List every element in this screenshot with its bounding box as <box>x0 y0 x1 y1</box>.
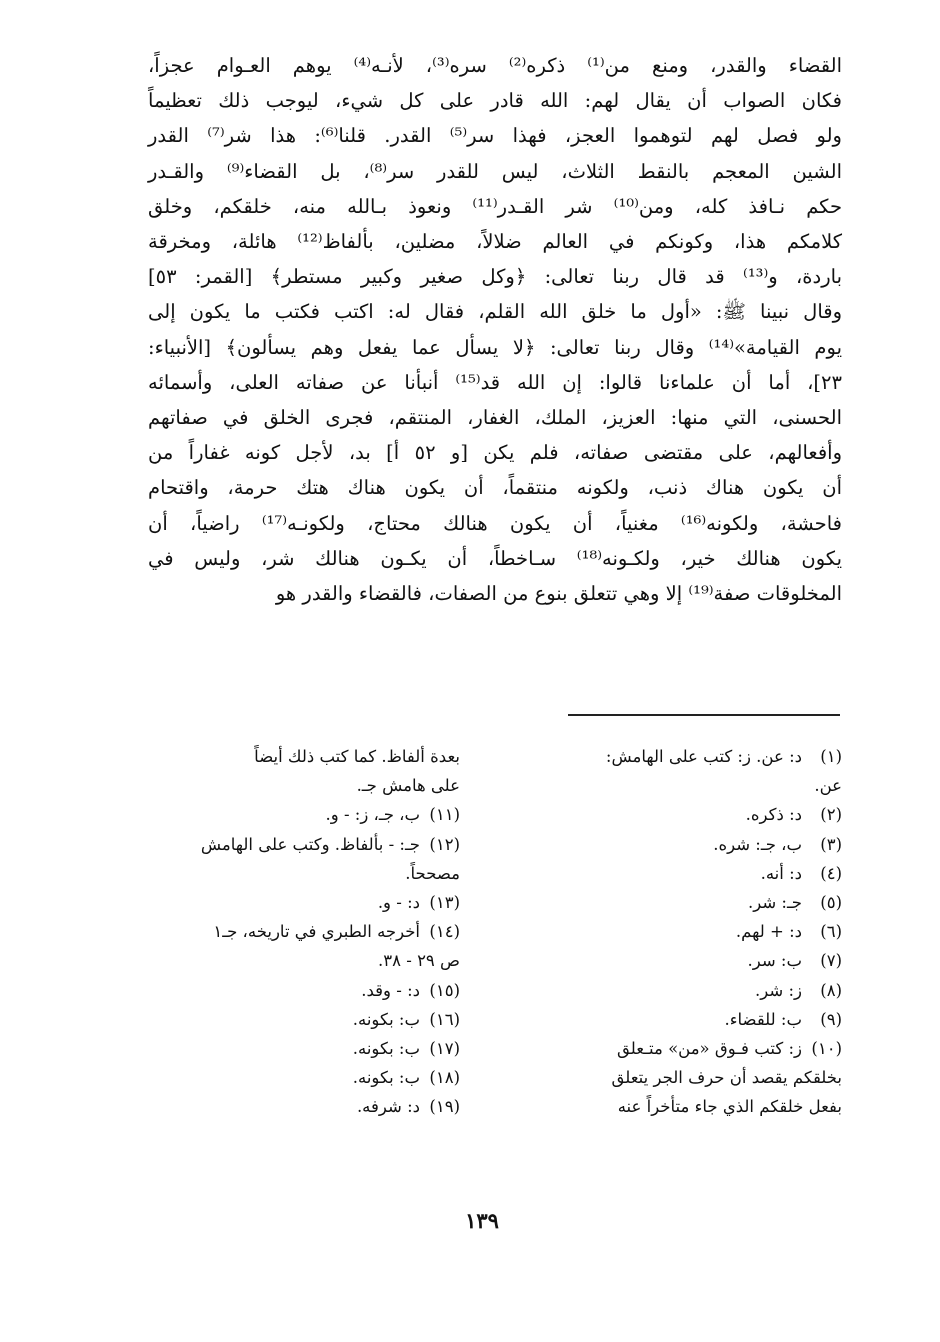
footnote <box>130 888 460 917</box>
footnote-number: (٦) <box>820 922 842 942</box>
footnote-number: (٣) <box>820 834 842 854</box>
text-line: الحسنى، التي منها: العزيز، الملك، الغفار، المنتقم، فجرى الخلق في صفاتهم <box>148 406 842 430</box>
text-line: فكان الصواب أن يقال لهم: الله قادر على كل شيء، ليوجب ذلك تعظيماً <box>148 89 842 113</box>
footnote <box>130 1092 460 1121</box>
footnote-text: د: - وقد. <box>361 980 420 1000</box>
footnote-text: د: شرفه. <box>356 1097 420 1117</box>
footnote-text: بفعل خلقكم الذي جاء متأخراً عنه <box>617 1097 842 1117</box>
footnotes-left-column <box>130 742 460 1122</box>
text-line: وقال نبينا ﷺ: «أول ما خلق الله القلم، فقال له: اكتب فكتب ما يكون إلى <box>148 300 842 324</box>
footnote <box>500 917 842 946</box>
footnote-divider <box>568 714 840 716</box>
footnote-number: (٥) <box>820 893 842 913</box>
footnote-number: (١٩) <box>429 1097 460 1117</box>
footnote-text: ز: شر. <box>755 980 802 1000</box>
footnote-text: ب: بكونه. <box>352 1068 420 1088</box>
footnote <box>500 742 842 771</box>
text-line: كلامكم هذا، وكونكم في العالم ضلالاً، مضلين، بألفاظ⁽¹²⁾ هائلة، ومخرقة <box>148 230 842 254</box>
footnote-number: (٨) <box>820 980 842 1000</box>
text-line: فاحشة، ولكونه⁽¹⁶⁾ مغنياً، أن يكون هنالك محتاج، ولكونـه⁽¹⁷⁾ راضياً، أن <box>148 511 842 535</box>
footnote <box>130 742 460 771</box>
footnotes-right-column <box>500 742 842 1122</box>
footnote-number: (٩) <box>820 1009 842 1029</box>
footnote-text: ب: للقضاء. <box>724 1009 802 1029</box>
footnote-text: جـ: شر. <box>747 893 802 913</box>
footnote <box>130 1063 460 1092</box>
footnote-number: (٤) <box>820 863 842 883</box>
footnote-text: د: + لهم. <box>735 922 802 942</box>
footnote <box>130 1005 460 1034</box>
footnote <box>500 859 842 888</box>
footnote-text: بعدة ألفاظ. كما كتب ذلك أيضاً <box>254 747 460 766</box>
footnote-number: (١٠) <box>811 1039 842 1059</box>
footnote-number: (١٥) <box>429 980 460 1000</box>
footnote <box>130 830 460 859</box>
text-line: يكون هنالك خير، ولكـونه⁽¹⁸⁾ سـاخطاً، أن يكـون هنالك شر، وليس في <box>148 546 842 570</box>
footnote-text: ب، جـ، ز: - و. <box>325 805 420 825</box>
footnote <box>500 946 842 975</box>
footnote-text: ب، جـ: شره. <box>713 834 802 854</box>
page-number: ١٣٩ <box>465 1208 499 1233</box>
footnote-number: (١٦) <box>429 1009 460 1029</box>
footnote <box>500 1092 842 1121</box>
footnote <box>130 946 460 975</box>
text-line: المخلوقات صفة⁽¹⁹⁾ إلا وهي تتعلق بنوع من الصفات، فالقضاء والقدر هو <box>275 582 842 606</box>
footnote-text: جـ: - بألفاظ. وكتب على الهامش <box>200 834 420 854</box>
footnote-text: د: أنه. <box>760 863 802 883</box>
footnote-number: (١٣) <box>429 893 460 913</box>
main-text <box>148 48 842 611</box>
footnote-text: د: ذكره. <box>745 805 802 825</box>
footnote <box>500 976 842 1005</box>
footnote <box>500 771 842 800</box>
footnote <box>130 917 460 946</box>
text-line: أن يكون هناك ذنب، ولكونه منتقماً، أن يكون هناك هتك حرمة، واقتحام <box>148 476 842 500</box>
footnote <box>500 830 842 859</box>
footnote-text: ز: كتب فـوق «من» متـعلق <box>616 1039 802 1059</box>
footnote-number: (١٧) <box>429 1039 460 1059</box>
footnote-text: على هامش جـ. <box>356 776 460 796</box>
footnote-text: ب: بكونه. <box>352 1009 420 1029</box>
text-line: القضاء والقدر، ومنع من⁽¹⁾ ذكره⁽²⁾ سره⁽³⁾، لأنـه⁽⁴⁾ يوهم العـوام عجزاً، <box>148 54 842 77</box>
footnote <box>500 888 842 917</box>
footnote-number: (١٤) <box>429 922 460 942</box>
text-line: باردة، و⁽¹³⁾ قد قال ربنا تعالى: ﴿وكل صغير وكبير مستطر﴾ [القمر: ٥٣] <box>148 265 842 289</box>
footnote-text: ب: بكونه. <box>352 1039 420 1059</box>
footnote-text: بخلقكم يقصد أن حرف الجر يتعلق <box>611 1068 842 1088</box>
footnote-text: أخرجه الطبري في تاريخه، جـ١ <box>213 922 420 942</box>
text-line: حكم نـافذ كله، ومن⁽¹⁰⁾ شر القـدر⁽¹¹⁾ ونعوذ بـالله منه، خلقكم، وخلق <box>148 194 842 218</box>
footnote <box>130 859 460 888</box>
footnote-text: عن. <box>814 776 842 796</box>
footnote-text: د: - و. <box>377 893 420 913</box>
footnote <box>500 1005 842 1034</box>
footnote-text: مصححاً. <box>405 863 460 883</box>
footnote <box>500 800 842 829</box>
footnote-number: (١) <box>820 747 842 766</box>
footnote-text: د: عن. ز: كتب على الهامش: <box>605 747 802 766</box>
footnote <box>130 1034 460 1063</box>
footnote-text: ب: سر. <box>747 951 802 971</box>
footnote-number: (١٢) <box>429 834 460 854</box>
footnote <box>130 976 460 1005</box>
footnote <box>500 1034 842 1063</box>
footnote <box>130 800 460 829</box>
text-line: ولو فصل لهم لتوهموا العجز، فهذا سر⁽⁵⁾ القدر. قلنا⁽⁶⁾: هذا شر⁽⁷⁾ القدر <box>148 124 842 148</box>
text-line: وأفعالهم، على مقتضى صفاته، فلم يكن [و ٥٢ أ] بد، لأجل كونه غفاراً من <box>148 441 842 465</box>
footnote <box>130 771 460 800</box>
text-line: ٢٣]، أما أن علماءنا قالوا: إن الله قد⁽¹⁵⁾ أنبأنا عن صفاته العلى، وأسمائه <box>148 370 842 394</box>
footnote-number: (١١) <box>429 805 460 825</box>
footnote-number: (٧) <box>820 951 842 971</box>
footnote-text: ص ٢٩ - ٣٨. <box>378 951 460 971</box>
footnote-number: (٢) <box>820 805 842 825</box>
footnote-number: (١٨) <box>429 1068 460 1088</box>
text-line: الشين المعجم بالنقط الثلاث، ليس للقدر سر⁽⁸⁾، بل القضاء⁽⁹⁾ والقـدر <box>148 159 842 183</box>
text-line: يوم القيامة»⁽¹⁴⁾ وقال ربنا تعالى: ﴿لا يسأل عما يفعل وهم يسألون﴾ [الأنبياء: <box>148 335 842 359</box>
footnote <box>500 1063 842 1092</box>
